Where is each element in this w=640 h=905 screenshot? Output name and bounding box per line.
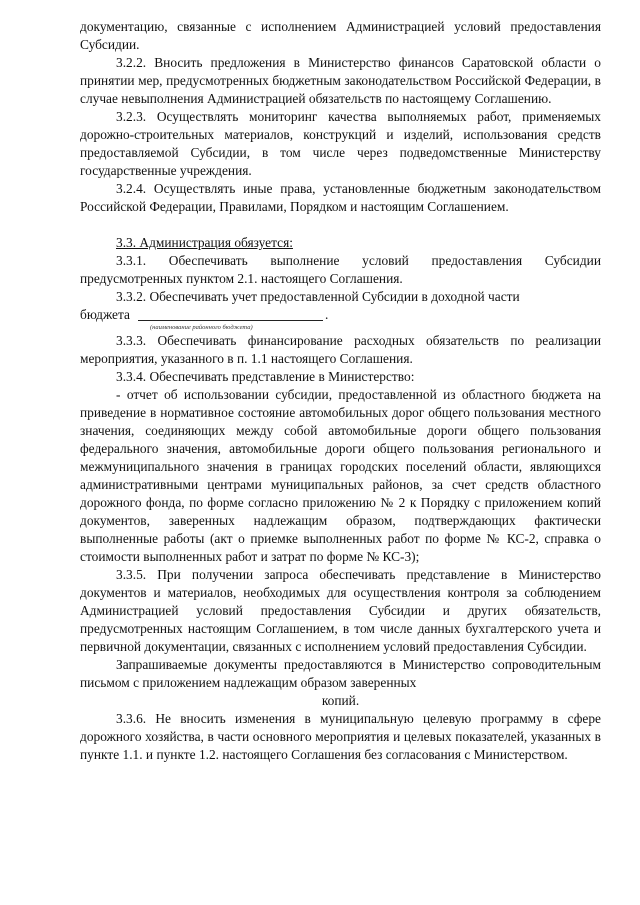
- paragraph-3-3-2: 3.3.2. Обеспечивать учет предоставленной Субсидии в доходной части: [116, 289, 520, 304]
- budget-period: .: [324, 307, 329, 322]
- budget-word: бюджета: [80, 307, 130, 322]
- paragraph-3-3-3: 3.3.3. Обеспечивать финансирование расходных обязательств по реализации мероприятия, указанного в п. 1.1 настоящего Соглашения.: [80, 333, 601, 366]
- paragraph-3-2-3: 3.2.3. Осуществлять мониторинг качества выполняемых работ, применяемых дорожно-строительных материалов, конструкций и изделий, использования средств предоставляемой Субсидии, в том числе через подведомственные Министерству государственные учреждения.: [80, 109, 601, 178]
- paragraph-3-2-4: 3.2.4. Осуществлять иные права, установленные бюджетным законодательством Российской Федерации, Правилами, Порядком и настоящим Соглашением.: [80, 181, 601, 214]
- section-heading-text: 3.3. Администрация обязуется:: [116, 235, 293, 250]
- paragraph-continuation: документацию, связанные с исполнением Администрацией условий предоставления Субсидии.: [80, 19, 601, 52]
- paragraph-report: - отчет об использовании субсидии, предоставленной из областного бюджета на приведение в нормативное состояние автомобильных дорог общего пользования местного значения, соединяющих между собой автомобильные дороги общего пользования федерального значения, автомобильные дороги общего пользования регионального и межмуниципального значения в границах городских поселений области, являющихся административными центрами муниципальных районов, за счет средств областного дорожного фонда, по форме согласно приложению № 2 к Порядку с приложением копий документов, заверенных надлежащим образом, подтверждающих фактически выполненные работы (акт о приемке выполненных работ по форме № КС-2, справка о стоимости выполненных работ и затрат по форме № КС-3);: [80, 387, 601, 564]
- paragraph-3-3-1: 3.3.1. Обеспечивать выполнение условий предоставления Субсидии предусмотренных пунктом 2.1. настоящего Соглашения.: [80, 253, 601, 286]
- paragraph-requested-docs: Запрашиваемые документы предоставляются в Министерство сопроводительным письмом с приложением надлежащим образом заверенных: [80, 657, 601, 690]
- section-heading-3-3: [80, 234, 601, 252]
- paragraph-requested-docs-end: копий.: [321, 693, 360, 708]
- document-page: [80, 18, 601, 764]
- budget-fill-row: [80, 306, 601, 324]
- spacer: [80, 216, 601, 226]
- budget-caption: (наименование районного бюджета): [150, 324, 253, 331]
- budget-blank-line: [138, 306, 323, 321]
- paragraph-3-3-5: 3.3.5. При получении запроса обеспечивать представление в Министерство документов и материалов, необходимых для осуществления контроля за соблюдением Администрацией условий предоставления Субсидии и других обязательств, предусмотренных настоящим Соглашением, в том числе данных бухгалтерского учета и первичной документации, связанных с исполнением условий предоставления Субсидии.: [80, 567, 601, 654]
- paragraph-3-3-6: 3.3.6. Не вносить изменения в муниципальную целевую программу в сфере дорожного хозяйства, в части основного мероприятия и целевых показателей, указанных в пункте 1.1. и пункте 1.2. настоящего Соглашения без согласования с Министерством.: [80, 711, 601, 762]
- paragraph-3-2-2: 3.2.2. Вносить предложения в Министерство финансов Саратовской области о принятии мер, предусмотренных бюджетным законодательством Российской Федерации, в случае невыполнения Администрацией обязательств по настоящему Соглашению.: [80, 55, 601, 106]
- paragraph-3-3-4: 3.3.4. Обеспечивать представление в Министерство:: [116, 369, 415, 384]
